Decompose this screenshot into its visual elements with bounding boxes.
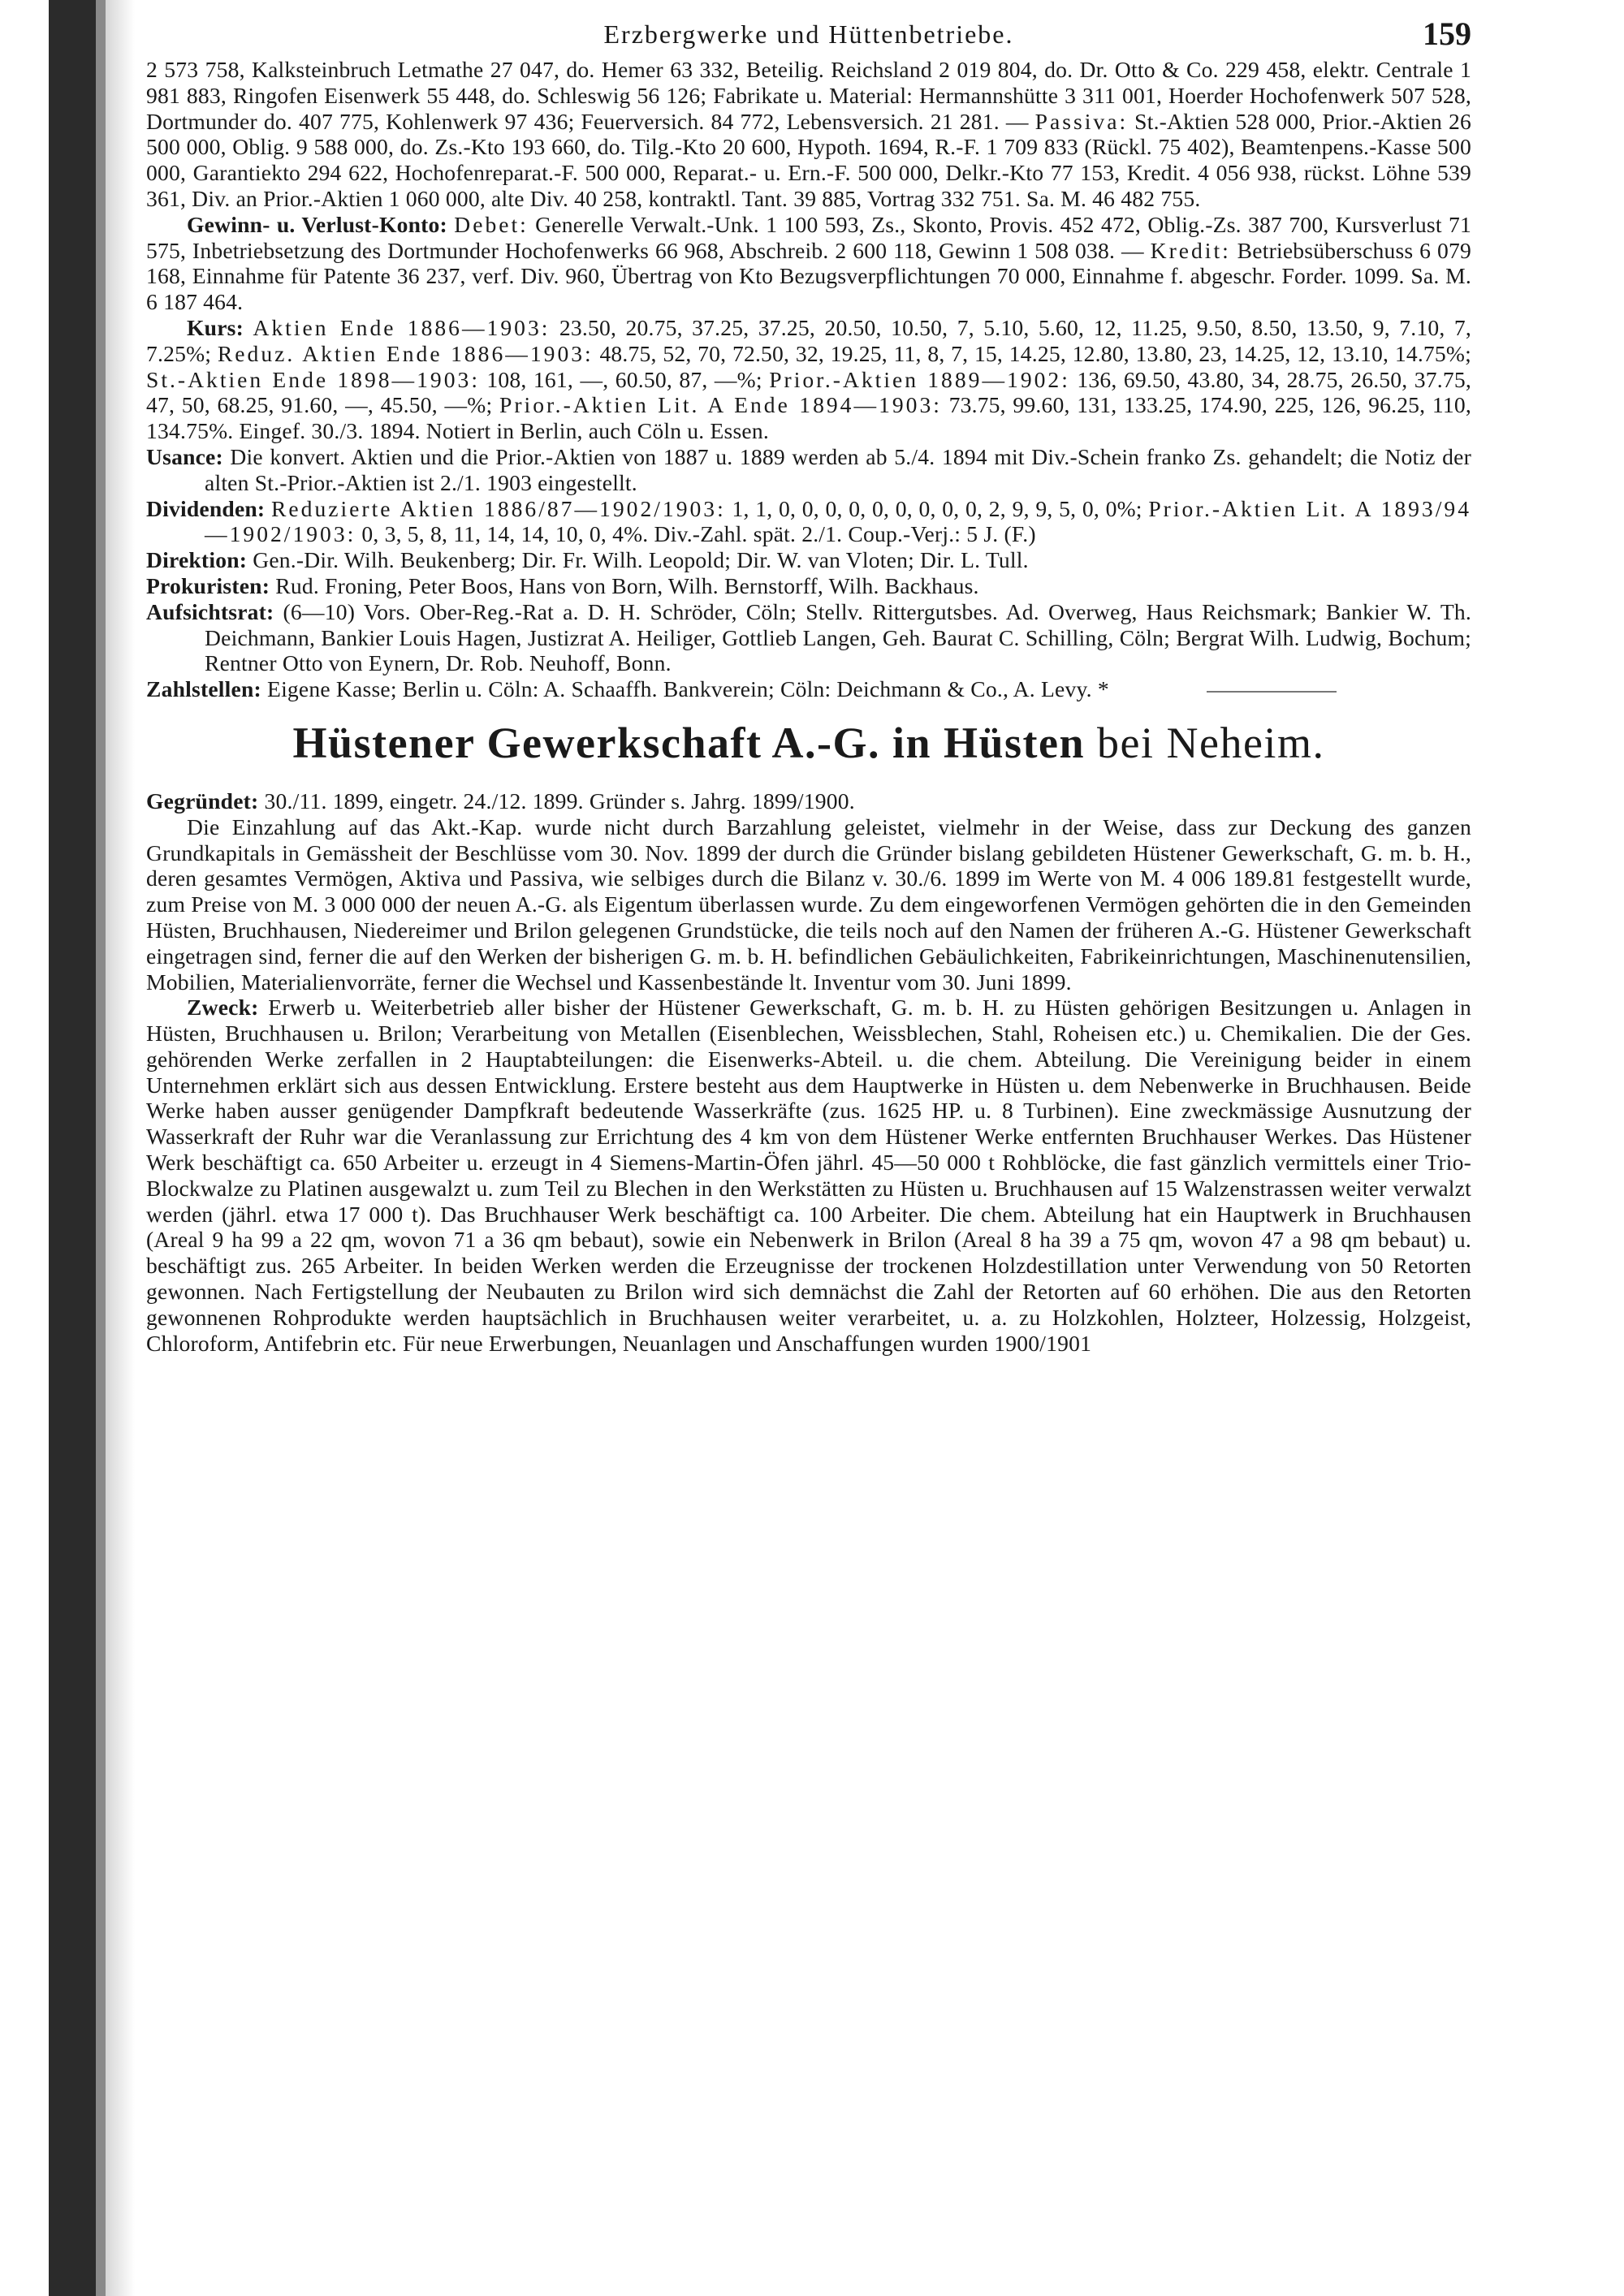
aufsichtsrat-paragraph [146,599,1471,676]
usance-paragraph [146,444,1471,496]
zweck-label: Zweck: [187,995,259,1021]
aufsichtsrat-label: Aufsichtsrat: [146,598,274,624]
dividenden-label: Dividenden: [146,495,266,521]
bilanz-paragraph [146,57,1471,212]
company-location: bei Neheim. [1097,718,1325,767]
kurs-st-aktien-values: 108, 161, —, 60.50, 87, —%; [486,366,762,392]
kredit-text: Betriebsüberschuss 6 079 168, Einnahme für Patente 36 237, verf. Div. 960, Übertrag von Kto Bezugsverpflichtungen 70 000, Einnahme f. abgeschr. Forder. 1099. Sa. M. 6 187 464. [146,237,1471,315]
prokuristen-text: Rud. Froning, Peter Boos, Hans von Born, Wilh. Bernstorff, Wilh. Backhaus. [275,572,979,598]
zahlstellen-paragraph [146,676,1471,702]
usance-text: Die konvert. Aktien und die Prior.-Aktien von 1887 u. 1889 werden ab 5./4. 1894 mit Div.-Schein franko Zs. gehandelt; die Notiz der alten St.-Prior.-Aktien ist 2./1. 1903 eingestellt. [205,443,1471,495]
zahlstellen-text: Eigene Kasse; Berlin u. Cöln: A. Schaaffh. Bankverein; Cöln: Deichmann & Co., A. Levy. * [267,676,1109,702]
div-prior-label: Prior.-Aktien Lit. A 1893/94—1902/1903: [205,495,1471,547]
usance-label: Usance: [146,443,223,469]
prokuristen-paragraph [146,573,1471,599]
kurs-paragraph [146,315,1471,444]
kredit-label: Kredit: [1150,237,1231,263]
direktion-paragraph [146,547,1471,573]
kurs-reduz-label: Reduz. Aktien Ende 1886—1903: [217,340,594,366]
zweck-paragraph [146,995,1471,1356]
dividenden-paragraph [146,496,1471,548]
company-title [146,717,1471,769]
div-prior-values: 0, 3, 5, 8, 11, 14, 14, 10, 0, 4%. Div.-Zahl. spät. 2./1. Coup.-Verj.: 5 J. (F.) [361,521,1036,547]
div-reduz-values: 1, 1, 0, 0, 0, 0, 0, 0, 0, 0, 0, 2, 9, 9, 5, 0, 0%; [732,495,1142,521]
gewinn-verlust-paragraph [146,212,1471,315]
kurs-prior-lit-a-label: Prior.-Aktien Lit. A Ende 1894—1903: [499,392,942,418]
passiva-label: Passiva: [1034,108,1129,134]
scan-gutter [106,0,135,2296]
zahlstellen-label: Zahlstellen: [146,676,261,702]
kurs-st-aktien-label: St.-Aktien Ende 1898—1903: [146,366,480,392]
direktion-label: Direktion: [146,547,248,573]
kurs-prior-lit-a-values: 73.75, 99.60, 131, 133.25, 174.90, 225, 126, 96.25, 110, 134.75%. [146,392,1471,444]
kurs-reduz-values: 48.75, 52, 70, 72.50, 32, 19.25, 11, 8, 7, 15, 14.25, 12.80, 13.80, 23, 14.25, 12, 13.10, 14.75%; [599,340,1471,366]
kurs-notes: Eingef. 30./3. 1894. Notiert in Berlin, auch Cöln u. Essen. [239,418,769,444]
page-number: 159 [1423,15,1471,52]
passiva-text: St.-Aktien 528 000, Prior.-Aktien 26 500 000, Oblig. 9 588 000, do. Zs.-Kto 193 660, do. Tilg.-Kto 20 600, Hypoth. 1694, R.-F. 1 709 833 (Rückl. 75 402), Beamtenpens.-Kasse 500 000, Garantiekto 294 622, Hochofenreparat.-F. 500 000, Reparat.- u. Ern.-F. 500 000, Delkr.-Kto 77 153, Kredit. 4 056 938, rückst. Löhne 539 361, Div. an Prior.-Aktien 1 060 000, alte Div. 40 258, kontraktl. Tant. 39 885, Vortrag 332 751. Sa. M. 46 482 755. [146,108,1471,211]
debet-label: Debet: [454,211,529,237]
running-header [146,15,1471,57]
gewinn-verlust-label: Gewinn- u. Verlust-Konto: [187,211,447,237]
kurs-aktien-values: 23.50, 20.75, 37.25, 37.25, 20.50, 10.50, 7, 5.10, 5.60, 12, 11.25, 9.50, 8.50, 13.50, 9, 7.10, 7, 7.25%; [146,314,1471,366]
gegruendet-text: 30./11. 1899, eingetr. 24./12. 1899. Gründer s. Jahrg. 1899/1900. [264,788,855,814]
direktion-text: Gen.-Dir. Wilh. Beukenberg; Dir. Fr. Wilh. Leopold; Dir. W. van Vloten; Dir. L. Tull. [253,547,1029,573]
bilanz-continuation: 2 573 758, Kalksteinbruch Letmathe 27 047, do. Hemer 63 332, Beteilig. Reichsland 2 019 804, do. Dr. Otto & Co. 229 458, elektr. Centrale 1 981 883, Ringofen Eisenwerk 55 448, do. Schleswig 56 126; Fabrikate u. Material: Hermannshütte 3 311 001, Hoerder Hochofenwerk 507 528, Dortmunder do. 407 775, Kohlenwerk 97 436; Feuerversich. 84 772, Lebensversich. 21 281. — [146,57,1471,134]
gegruendet-paragraph [146,788,1471,814]
einzahlung-paragraph: Die Einzahlung auf das Akt.-Kap. wurde nicht durch Barzahlung geleistet, vielmehr in der Weise, dass zur Deckung des ganzen Grundkapitals in Gemässheit der Beschlüsse vom 30. Nov. 1899 der durch die Gründer bislang gebildeten Hüstener Gewerkschaft, G. m. b. H., deren gesamtes Vermögen, Aktiva und Passiva, wie selbiges durch die Bilanz v. 30./6. 1899 im Werte von M. 4 006 189.81 festgestellt wurde, zum Preise von M. 3 000 000 der neuen A.-G. als Eigentum überlassen wurde. Zu dem eingeworfenen Vermögen gehörten die in den Gemeinden Hüsten, Bruchhausen, Niedereimer und Brilon gelegenen Grundstücke, die teils noch auf den Namen der früheren A.-G. Hüstener Gewerkschaft eingetragen sind, ferner die auf den Werken der bisherigen G. m. b. H. befindlichen Gebäulichkeiten, Fabrikeinrichtungen, Maschinenutensilien, Mobilien, Materialienvorräte, ferner die Wechsel und Kassenbestände lt. Inventur vom 30. Juni 1899. [146,814,1471,995]
debet-text: Generelle Verwalt.-Unk. 1 100 593, Zs., Skonto, Provis. 452 472, Oblig.-Zs. 387 700, Kursverlust 71 575, Inbetriebsetzung des Dortmunder Hochofenwerks 66 968, Abschreib. 2 600 118, Gewinn 1 508 038. — [146,211,1471,263]
page [146,15,1471,2280]
kurs-aktien-label: Aktien Ende 1886—1903: [253,314,551,340]
running-title: Erzbergwerke und Hüttenbetriebe. [603,19,1014,49]
scan-shadow-edge [49,0,96,2296]
kurs-label: Kurs: [187,314,244,340]
gegruendet-label: Gegründet: [146,788,259,814]
section-separator [1207,691,1337,693]
div-reduz-label: Reduzierte Aktien 1886/87—1902/1903: [271,495,726,521]
prokuristen-label: Prokuristen: [146,572,270,598]
kurs-prior-label: Prior.-Aktien 1889—1902: [769,366,1070,392]
zweck-text: Erwerb u. Weiterbetrieb aller bisher der Hüstener Gewerkschaft, G. m. b. H. zu Hüsten gehörigen Besitzungen u. Anlagen in Hüsten, Bruchhausen u. Brilon; Verarbeitung von Metallen (Eisenblechen, Weissblechen, Stahl, Roheisen etc.) u. Chemikalien. Die der Ges. gehörenden Werke zerfallen in 2 Hauptabteilungen: die Eisenwerks-Abteil. u. die chem. Abteilung. Die Vereinigung beider in einem Unternehmen erklärt sich aus dessen Entwicklung. Erstere besteht aus dem Hauptwerke in Hüsten u. dem Nebenwerke in Bruchhausen. Beide Werke haben ausser genügender Dampfkraft bedeutende Wasserkräfte (zus. 1625 HP. u. 8 Turbinen). Eine zweckmässige Ausnutzung der Wasserkraft der Ruhr war die Veranlassung zur Errichtung des 4 km von dem Hüstener Werke entfernten Bruchhauser Werkes. Das Hüstener Werk beschäftigt ca. 650 Arbeiter u. erzeugt in 4 Siemens-Martin-Öfen jährl. 45—50 000 t Rohblöcke, die fast gänzlich vermittels einer Trio-Blockwalze zu Platinen ausgewalzt u. zum Teil zu Blechen in den Werkstätten zu Hüsten u. Bruchhausen auf 15 Walzenstrassen weiter verwalzt werden (jährl. etwa 17 000 t). Das Bruchhauser Werk beschäftigt ca. 100 Arbeiter. Die chem. Abteilung hat ein Hauptwerk in Bruchhausen (Areal 9 ha 99 a 22 qm, wovon 71 a 36 qm bebaut), sowie ein Nebenwerk in Brilon (Areal 8 ha 39 a 75 qm, wovon 47 a 98 qm bebaut) u. beschäftigt zus. 265 Arbeiter. In beiden Werken werden die Erzeugnisse der trockenen Holzdestillation unter Verwendung von 50 Retorten gewonnen. Nach Fertigstellung der Neubauten zu Brilon wird sich demnächst die Zahl der Retorten auf 60 erhöhen. Die aus den Retorten gewonnenen Rohprodukte werden hauptsächlich in Bruchhausen weiter verarbeitet, u. a. zu Holzkohlen, Holzteer, Holzessig, Holzgeist, Chloroform, Antifebrin etc. Für neue Erwerbungen, Neuanlagen und Anschaffungen wurden 1900/1901 [146,995,1471,1356]
kurs-prior-values: 136, 69.50, 43.80, 34, 28.75, 26.50, 37.75, 47, 50, 68.25, 91.60, —, 45.50, —%; [146,366,1471,418]
scan-gray-edge [96,0,106,2296]
aufsichtsrat-text: (6—10) Vors. Ober-Reg.-Rat a. D. H. Schröder, Cöln; Stellv. Rittergutsbes. Ad. Overweg, Haus Reichsmark; Bankier W. Th. Deichmann, Bankier Louis Hagen, Justizrat A. Heiliger, Gottlieb Langen, Geh. Baurat C. Schilling, Cöln; Bergrat Wilh. Ludwig, Bochum; Rentner Otto von Eynern, Dr. Rob. Neuhoff, Bonn. [205,598,1471,676]
company-name: Hüstener Gewerkschaft A.-G. in Hüsten [292,718,1086,767]
